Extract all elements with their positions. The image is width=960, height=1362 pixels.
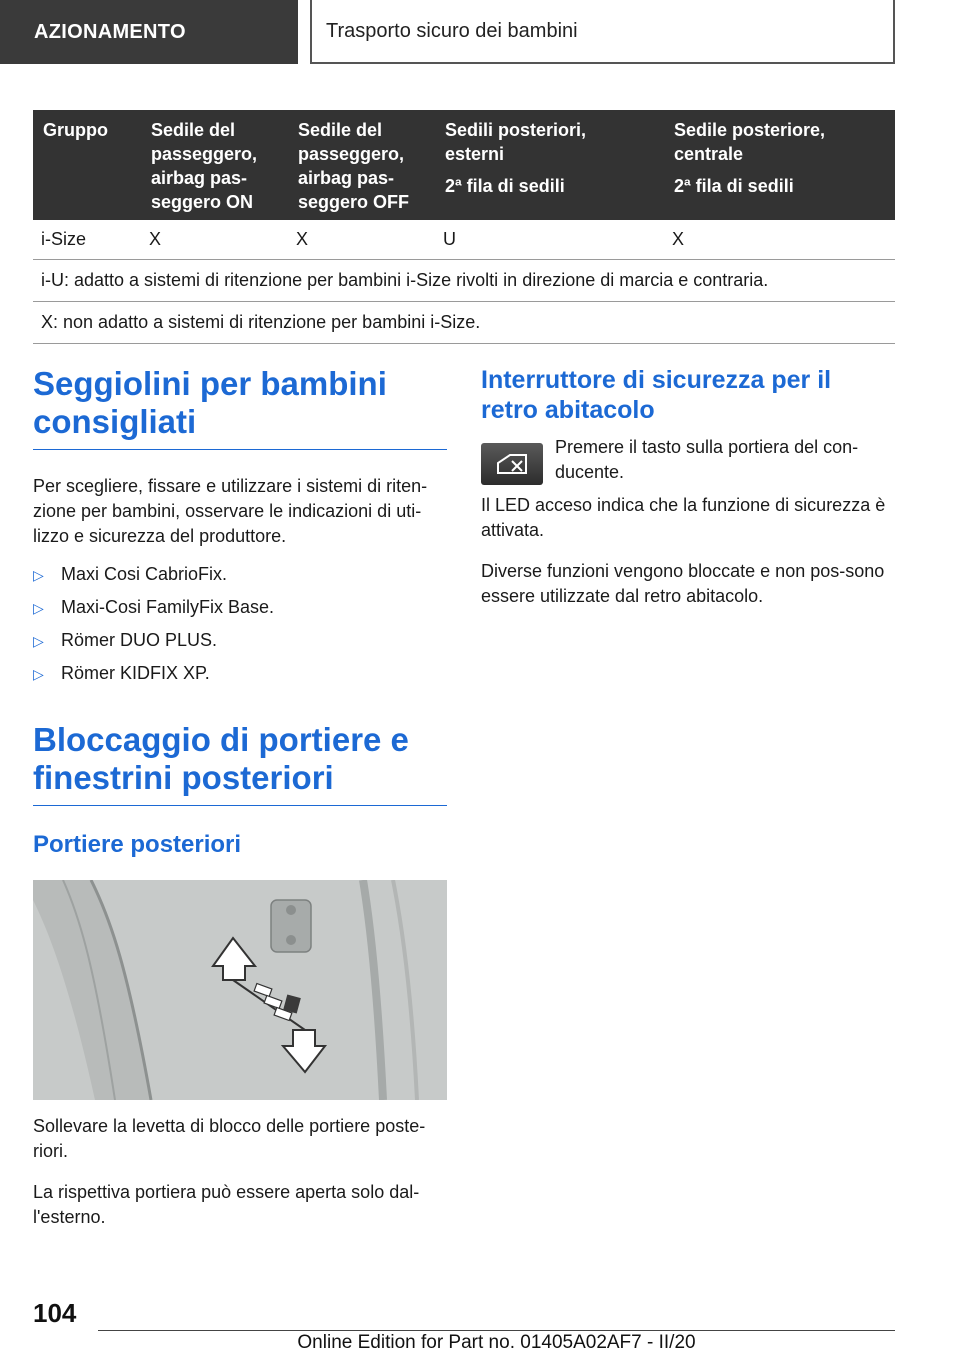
left-column	[33, 365, 447, 1230]
header-passenger-airbag-off: Sedile del passeggero, airbag pas- seggero OFF	[288, 110, 435, 220]
door-lock-lever-icon	[33, 880, 447, 1100]
list-item: ▷ Maxi-Cosi FamilyFix Base.	[33, 595, 447, 621]
list-item: ▷ Römer DUO PLUS.	[33, 628, 447, 654]
table-note-row	[33, 302, 895, 344]
blocked-functions-text: Diverse funzioni vengono bloccate e non pos-sono essere utilizzate dal retro abitacolo.	[481, 561, 885, 606]
i-size-table	[33, 110, 895, 344]
cell-rear-outer: U	[435, 220, 664, 260]
header-rear-center: Sedile posteriore, centrale 2ª fila di sedili	[664, 110, 895, 220]
door-outside-only: La rispettiva portiera può essere aperta solo dal-l'esterno.	[33, 1182, 420, 1227]
header-gruppo: Gruppo	[33, 110, 141, 220]
header-passenger-airbag-on: Sedile del passeggero, airbag pas- seggero ON	[141, 110, 288, 220]
page-number: 104	[33, 1298, 77, 1328]
intro-text: Per scegliere, fissare e utilizzare i sistemi di riten-zione per bambini, osservare le indicazioni di uti-lizzo e sicurezza del produttore.	[33, 476, 428, 546]
section-tab	[0, 0, 298, 64]
right-column	[481, 365, 895, 609]
door-lock-illustration	[33, 880, 447, 1100]
cell-rear-center: X	[664, 220, 895, 260]
footer-divider	[98, 1330, 895, 1331]
cell-group: i-Size	[33, 220, 141, 260]
chapter-tab	[310, 0, 895, 64]
bullet-triangle-icon: ▷	[33, 633, 44, 649]
press-button-text: Premere il tasto sulla portiera del con-ducente.	[555, 437, 859, 482]
bullet-triangle-icon: ▷	[33, 600, 44, 616]
list-item: ▷ Maxi Cosi CabrioFix.	[33, 562, 447, 588]
heading-recommended-seats: Seggiolini per bambini consigliati	[33, 365, 447, 450]
heading-rear-doors: Portiere posteriori	[33, 831, 242, 858]
heading-child-safety-switch: Interruttore di sicurezza per il retro abitacolo	[481, 366, 832, 424]
cell-airbag-on: X	[141, 220, 288, 260]
bullet-triangle-icon: ▷	[33, 666, 44, 682]
window-lock-button-icon	[481, 443, 543, 485]
switch-instruction-block	[481, 435, 895, 485]
lever-instruction: Sollevare la levetta di blocco delle portiere poste-riori.	[33, 1116, 426, 1161]
note-iu: i-U: adatto a sistemi di ritenzione per bambini i-Size rivolti in direzione di marcia e contraria.	[33, 260, 895, 302]
header-rear-outer: Sedili posteriori, esterni 2ª fila di sedili	[435, 110, 664, 220]
table-row	[33, 220, 895, 260]
seat-list	[33, 562, 447, 687]
note-x: X: non adatto a sistemi di ritenzione per bambini i-Size.	[33, 302, 895, 344]
cell-airbag-off: X	[288, 220, 435, 260]
led-text: Il LED acceso indica che la funzione di sicurezza è attivata.	[481, 495, 886, 540]
table-header-row	[33, 110, 895, 220]
heading-door-lock: Bloccaggio di portiere e finestrini posteriori	[33, 721, 447, 806]
edition-footer: Online Edition for Part no. 01405A02AF7 - II/20	[297, 1332, 696, 1353]
chapter-title: Trasporto sicuro dei bambini	[326, 19, 578, 42]
table-note-row	[33, 260, 895, 302]
list-item: ▷ Römer KIDFIX XP.	[33, 661, 447, 687]
section-title: AZIONAMENTO	[34, 20, 186, 43]
bullet-triangle-icon: ▷	[33, 567, 44, 583]
